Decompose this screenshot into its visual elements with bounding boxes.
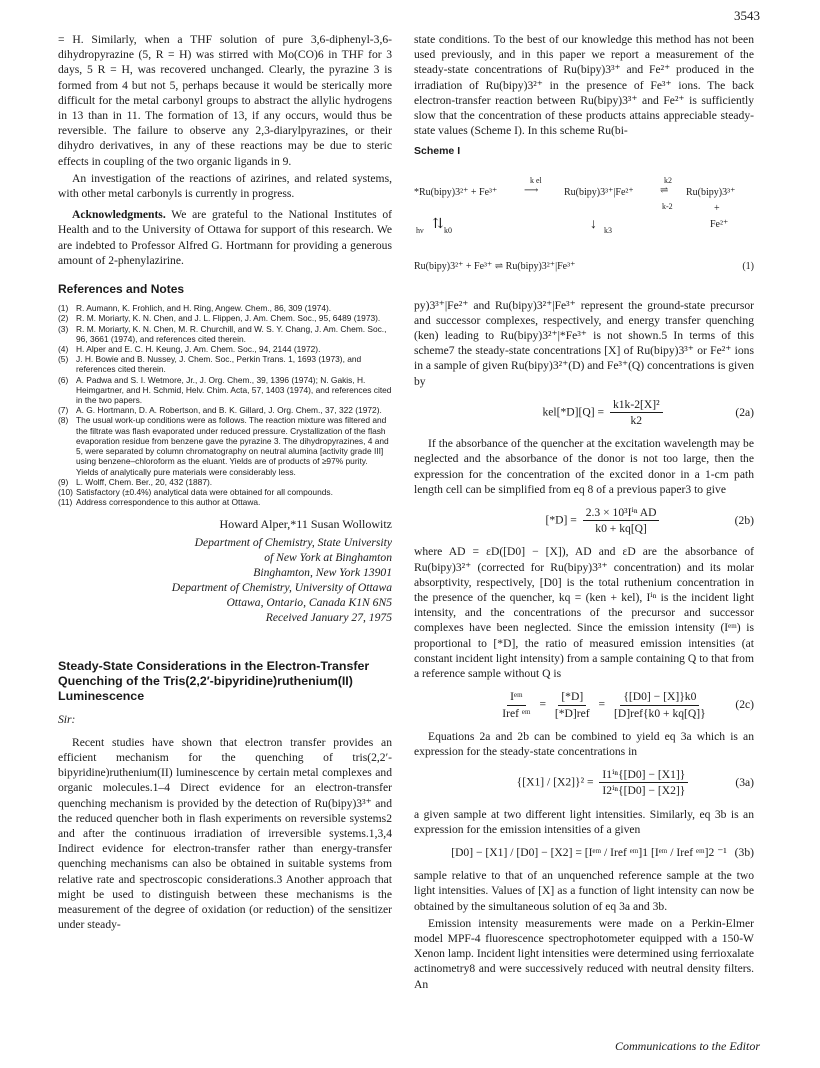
reference-item [58,497,392,507]
paragraph: py)3³⁺|Fe²⁺ and Ru(bipy)3²⁺|Fe³⁺ represent the ground-state precursor and successor complexes, respectively, and energy transfer quenching (ken) leading to Ru(bipy)3²⁺|*Fe³⁺ is not shown.5 In terms of this scheme7 the steady-state concentrations [X] of Ru(bipy)3³⁺ or Fe²⁺ ions in a sample of given Ru(bipy)3²⁺(D) and Fe³⁺(Q) concentrations is given by [414,298,754,388]
affiliation-line: Binghamton, New York 13901 [253,565,392,579]
reference-text: The usual work-up conditions were as follows. The reaction mixture was filtered and the filtrate was flash evaporated under reduced pressure. Crystallization of the flash evaporation residue from benzene gave the pyrazine 3. The dihydropyrazines, 4 and 5, were separated by column chromatography on neutral alumina [activity grade III] using benzene–chloroform as the eluant. Yields are of products of ≥97% purity. Yields of analytically pure materials were considerably less. [76,415,389,477]
reference-text: Satisfactory (±0.4%) analytical data were obtained for all compounds. [76,486,333,497]
fraction [552,689,593,720]
reference-number: (6) [58,374,69,385]
equation-2b [414,505,754,536]
scheme-rate-constant: k3 [604,225,612,235]
affiliation-line: Ottawa, Ontario, Canada K1N 6N5 [226,595,392,609]
acknowledgments-text: We are grateful to the National Institutes of Health and to the University of Ottawa for support of this research. We are indebted to Professor Alfred G. Hortmann for providing a generous amount of 2-phenylazirine. [58,208,392,267]
page-number: 3543 [734,8,760,23]
down-arrow-icon: ↓ [590,216,597,232]
paragraph: If the absorbance of the quencher at the excitation wavelength may be neglected and the absorbance of the donor is not too large, then the expression for the concentration of the excited donor in a 1-cm path length cell can be simplified from eq 8 of a previous paper3 to give [414,437,754,496]
reference-number: (5) [58,354,69,365]
scheme-label-hv: hν [416,225,424,235]
scheme-rate-constant: k-2 [662,201,673,211]
reference-item [58,303,392,313]
reference-text: A. G. Hortmann, D. A. Robertson, and B. K. Gillard, J. Org. Chem., 37, 322 (1972). [76,405,382,416]
reference-text: J. H. Bowie and B. Nussey, J. Chem. Soc., Perkin Trans. 1, 1693 (1973), and references cited therein. [76,354,362,375]
paragraph: state conditions. To the best of our knowledge this method has not been used previously, and in this paper we report a measurement of the steady-state concentrations of Ru(bipy)3³⁺ and Fe²⁺ produced in the irradiation of Ru(bipy)3²⁺ in the presence of Fe³⁺ ions. The back electron-transfer reaction between Ru(bipy)3³⁺ and Fe²⁺ is sufficiently slow that the concentration of these products attains appreciable steady-state values (Scheme I). In this scheme Ru(bi- [414,33,754,138]
scheme-species: *Ru(bipy)3²⁺ + Fe³⁺ [414,186,498,198]
reference-item [58,313,392,323]
reference-text: Address correspondence to this author at Ottawa. [76,497,261,508]
reaction-scheme [414,168,754,298]
denominator: [D]ref{k0 + kq[Q]} [614,706,706,720]
references-heading: References and Notes [58,282,185,297]
reference-number: (9) [58,476,69,487]
denominator: I2ⁱⁿ{[D0] − [X2]} [602,784,686,798]
fraction [610,397,663,428]
denominator: k2 [630,414,643,428]
equation-lhs: kel[*D][Q] = [542,405,605,419]
reference-item [58,324,392,344]
equation-2a [414,397,754,428]
reference-text: L. Wolff, Chem. Ber., 20, 432 (1887). [76,476,213,487]
affiliation-line: Department of Chemistry, University of Ottawa [171,580,392,594]
authors: Howard Alper,*11 Susan Wollowitz [219,517,392,532]
equation-lhs: {[X1] / [X2]}² = [516,775,594,789]
forward-arrow-icon: ⟶ [524,184,539,196]
paragraph: Equations 2a and 2b can be combined to yield eq 3a which is an expression for the steady-state concentrations in [414,729,754,758]
equation-2c: $\frac{\text{Iᵉᵐ}}{\text{Iref ᵉᵐ}}$ = $\frac{[*D]}{\text{[*D]ref}}$ = $\frac{\{[D0] - [X]\}k0}{\text{[D]ref\{k0 + kq[Q]\}}}$ (2c) [414,689,754,720]
paragraph: = H. Similarly, when a THF solution of pure 3,6-diphenyl-3,6-dihydropyrazine (5, R = H) was stirred with Mo(CO)6 in THF for 3 days, 5 R = H, was recovered unchanged. Clearly, the pyrazine 3 is formed from 4 but not 5, perhaps because it would be sterically more difficult for the metal carbonyl groups to abstract the allylic hydrogens in 13 than in 11. The formation of 13, if any occurs, would thus be reversible. The failure to observe any 2,3-diarylpyrazines, or their dihydro derivatives, in any of these reactions may be due to steric effects in coupling of the two organic ligands in 9. [58,33,392,168]
reference-number: (3) [58,323,69,334]
equation-3a [414,767,754,798]
paragraph: a given sample at two different light intensities. Similarly, eq 3b is an expression for the emission intensities of a given [414,807,754,836]
paragraph: An investigation of the reactions of azirines, and related systems, with other metal carbonyls is currently in progress. [58,171,392,201]
reference-item [58,487,392,497]
acknowledgments-label: Acknowledgments. [72,208,166,222]
paragraph: sample relative to that of an unquenched reference sample at the two light intensities. Values of [X] as a function of light intensity can now be obtained by the simultaneous solution of eq 3a and 3b. [414,869,754,913]
numerator: Iᵉᵐ [507,689,526,705]
numerator: [*D] [558,689,586,705]
equilibrium-arrow-icon: ⇌ [660,184,669,196]
reference-text: R. M. Moriarty, K. N. Chen, and J. L. Flippen, J. Am. Chem. Soc., 95, 6489 (1973). [76,313,381,324]
updown-arrow-icon: ⇅ [432,216,444,232]
equation-number: (3a) [735,776,754,790]
reference-number: (8) [58,415,69,426]
reference-text: R. Aumann, K. Frohlich, and H. Ring, Angew. Chem., 86, 309 (1974). [76,303,332,314]
paragraph: where AD = εD([D0] − [X]), AD and εD are the absorbance of Ru(bipy)3²⁺ (corrected for Ru(bipy)3³⁺ concentration) and its molar absorptivity, respectively, [D0] is the total ruthenium concentration in the presence of the quencher, kq = (ken + kel), Iⁱⁿ is the incident light intensity, and the concentrations of the precursor and successor complexes have been neglected. Since the emission intensity (Iᵉᵐ) is proportional to [*D], the ratio of measured emission intensities (at constant incident light intensity) from a sample containing Q to that from a reference sample without Q is [414,545,754,681]
equation-number: (1) [742,260,754,272]
scheme-rate-constant: k2 [664,175,672,185]
salutation: Sir: [58,712,76,726]
denominator: [*D]ref [554,706,590,720]
fraction [499,689,533,720]
author-block [58,517,392,624]
reference-number: (11) [58,497,73,508]
scheme-species: Fe²⁺ [710,218,729,230]
equation-body: [D0] − [X1] / [D0] − [X2] = [Iᵉᵐ / Iref ᵉᵐ]1 [Iᵉᵐ / Iref ᵉᵐ]2 ⁻¹ [451,845,727,859]
scheme-rate-constant: k0 [444,225,452,235]
scheme-species: Ru(bipy)3³⁺ [686,186,736,198]
left-column [58,32,392,934]
reference-text: H. Alper and E. C. H. Keung, J. Am. Chem. Soc., 94, 2144 (1972). [76,344,321,355]
equation-number: (3b) [734,845,754,859]
equation-number: (2a) [735,405,754,419]
scheme-rate-constant: k el [530,175,542,185]
reference-text: R. M. Moriarty, K. N. Chen, M. R. Churchill, and W. S. Y. Chang, J. Am. Chem. Soc., 96, 3661 (1974), and references cited therein. [76,323,387,344]
equation-3b [414,845,754,860]
reference-number: (7) [58,405,69,416]
reference-item [58,354,392,374]
denominator: k0 + kq[Q] [595,522,647,536]
running-footer: Communications to the Editor [615,1039,760,1053]
equation-number: (2b) [734,514,754,528]
reference-number: (2) [58,313,69,324]
reference-number: (10) [58,486,73,497]
fraction [599,767,688,798]
numerator: 2.3 × 10³Iⁱⁿ AD [583,505,660,521]
numerator: {[D0] − [X]}k0 [620,689,699,705]
reference-item [58,405,392,415]
acknowledgments [58,207,392,268]
right-column [414,32,754,994]
affiliation-line: Department of Chemistry, State University [194,535,392,549]
numerator: k1k-2[X]² [610,397,663,413]
affiliation-line: of New York at Binghamton [264,550,392,564]
paragraph: Emission intensity measurements were made on a Perkin-Elmer model MPF-4 fluorescence spectrophotometer equipped with a 150-W Xenon lamp. Incident light intensities were determined using ferrioxalate actinometry8 and were successively reduced with neutral density filters. An [414,916,754,991]
fraction [611,689,709,720]
scheme-label: Scheme I [414,145,461,158]
reference-item [58,415,392,476]
equation-number: (2c) [735,698,754,712]
scheme-species: Ru(bipy)3³⁺|Fe²⁺ [564,186,634,198]
references-list [58,303,392,507]
equation-lhs: [*D] = [545,513,577,527]
numerator: I1ⁱⁿ{[D0] − [X1]} [599,767,688,783]
denominator: Iref ᵉᵐ [502,706,531,720]
reference-item [58,477,392,487]
article-title: Steady-State Considerations in the Electron-Transfer Quenching of the Tris(2,2′-bipyridine)ruthenium(II) Luminescence [58,658,370,703]
reference-number: (4) [58,344,69,355]
reference-item [58,375,392,406]
reference-text: A. Padwa and S. I. Wetmore, Jr., J. Org. Chem., 39, 1396 (1974); N. Gakis, H. Heimgartner, and H. Schmid, Helv. Chim. Acta, 57, 1403 (1974), and references cited in the two papers. [76,374,392,406]
paragraph: Recent studies have shown that electron transfer provides an efficient mechanism for the quenching of tris(2,2′-bipyridine)ruthenium(II) luminescence by certain metal complexes and organic molecules.1–4 Direct evidence for an electron-transfer quenching mechanism is provided by the detection of Ru(bipy)3³⁺ and the reduced quencher both in flash experiments on reversible systems2 and after the continuous irradiation of irreversible systems.1,3,4 Indirect evidence for electron-transfer rather than energy-transfer quenching mechanisms can also be obtained in suitable systems from relative rate and spectroscopic considerations.3 Another approach that might be used to distinguish between these mechanisms is the measurement of the degree of oxidation (or reduction) of the sensitizer under steady- [58,735,392,932]
received-date: Received January 27, 1975 [265,610,392,624]
fraction [583,505,660,536]
reference-item [58,344,392,354]
scheme-species: Ru(bipy)3²⁺ + Fe³⁺ ⇌ Ru(bipy)3²⁺|Fe³⁺ [414,260,576,272]
scheme-plus: + [714,202,720,214]
reference-number: (1) [58,303,69,314]
